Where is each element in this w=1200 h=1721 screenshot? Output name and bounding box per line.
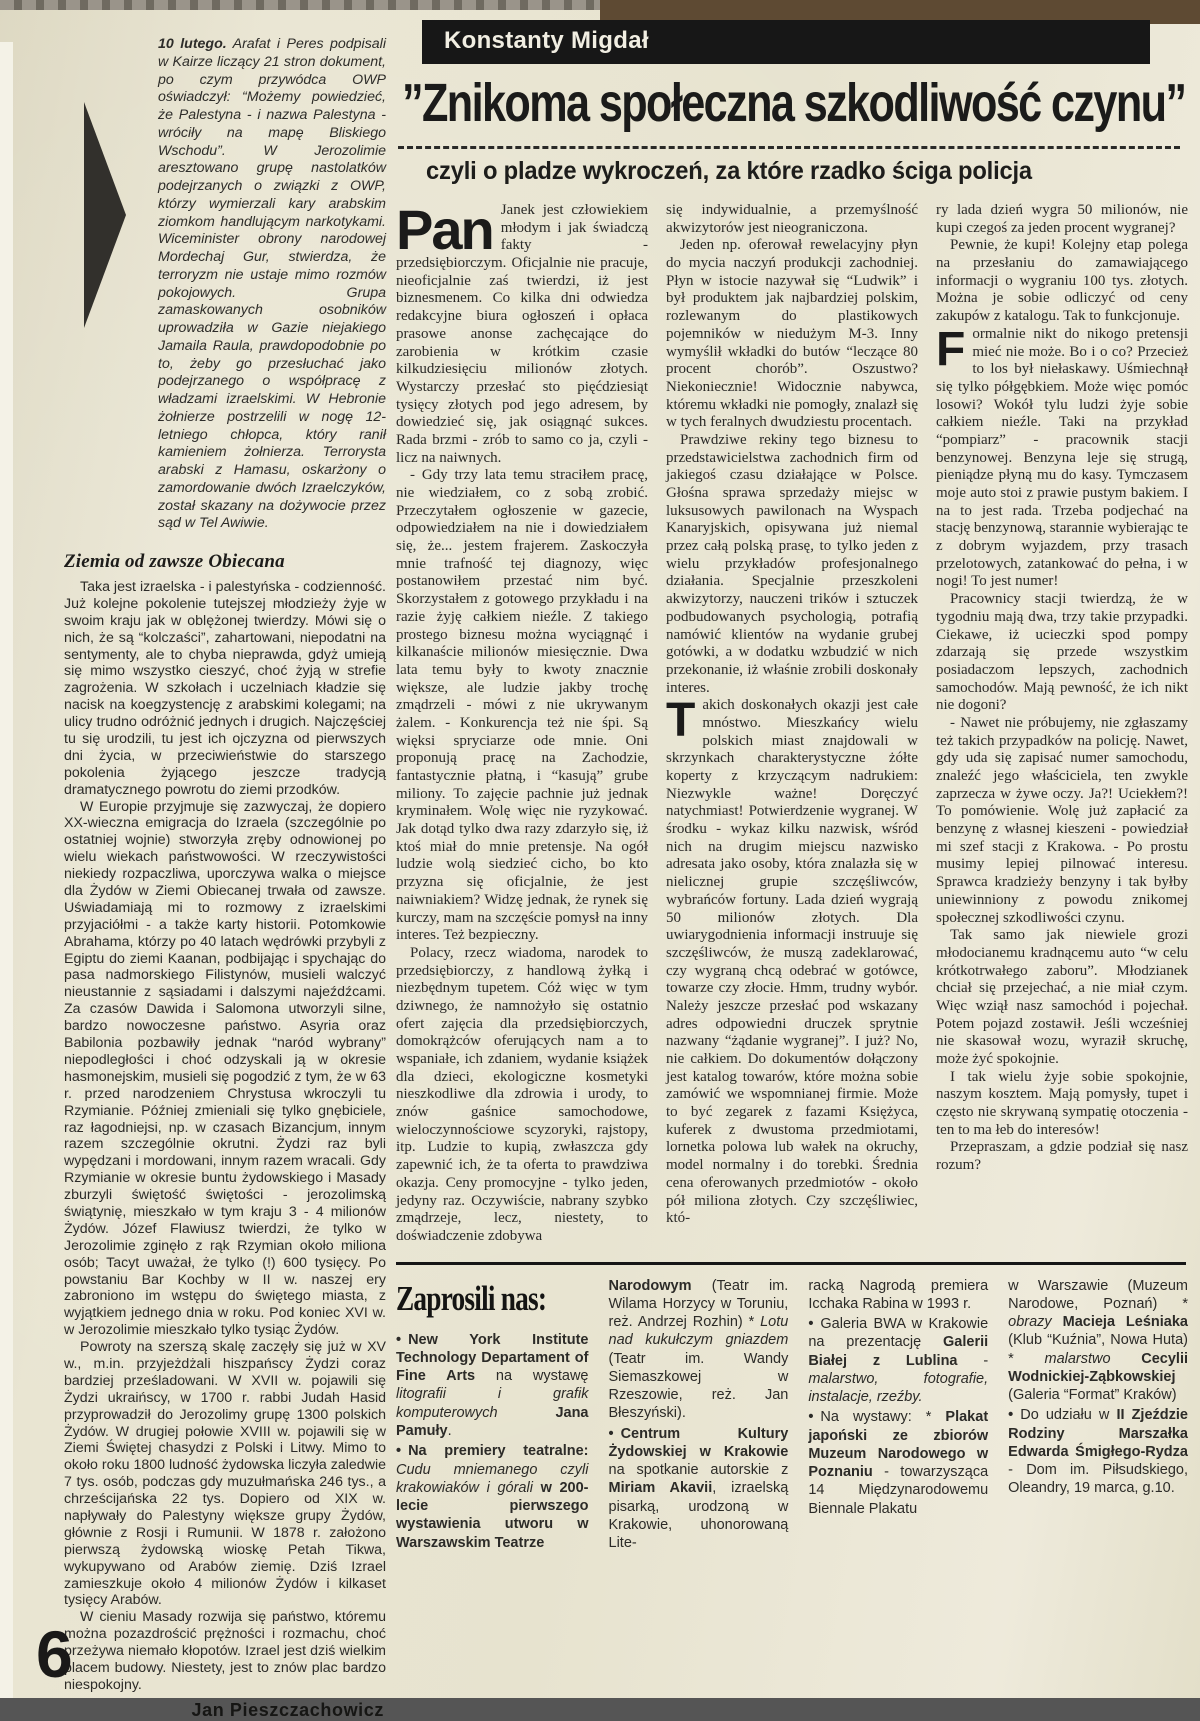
paragraph: W cieniu Masady rozwija się państwo, któremu można pozazdrościć prężności i rozmachu, choć przeżywa niemało kłopotów. Izrael jest dziś wielkim placem budowy. Niestety, jest to znów plac bardzo niespokojny. bbox=[64, 1609, 386, 1693]
headline: ”Znikoma społeczna szkodliwość czynu” bbox=[402, 73, 1186, 133]
text-segment bbox=[1052, 1314, 1063, 1330]
list-item bbox=[808, 1277, 988, 1314]
text-segment: malarstwo, fotografie, instalacje, rzeźby. bbox=[808, 1370, 989, 1406]
list-item bbox=[609, 1425, 789, 1553]
author-name: Konstanty Migdał bbox=[444, 27, 649, 54]
text-segment: malarstwo bbox=[1044, 1350, 1111, 1367]
invitations-column-3 bbox=[808, 1277, 988, 1555]
main-article-area bbox=[396, 20, 1188, 1555]
text-segment: (Klub “Kuźnia”, Nowa Huta) * bbox=[1008, 1332, 1188, 1367]
text-segment: na wystawę bbox=[475, 1368, 589, 1385]
list-item bbox=[609, 1277, 789, 1423]
paragraph: Pewnie, że kupi! Kolejny etap polega na przesłaniu do zamawiającego informacji o wygraniu 100 tys. złotych. Można je sobie odliczyć od ceny zakupów z katalogu. Tak to funkcjonuje. bbox=[936, 237, 1188, 325]
scan-edge-left bbox=[0, 42, 13, 1698]
news-brief bbox=[158, 36, 386, 533]
text-segment: litografii i grafik komputerowych bbox=[396, 1386, 589, 1421]
text-segment: Na wystawy: * bbox=[820, 1409, 946, 1426]
paragraph: Pan Janek jest człowiekiem młodym i jak świadczą fakty - przedsiębiorczym. Oficjalnie nie pracuje, nieoficjalnie zaś twierdzi, iż jest biznesmenem. Co kilka dni odwiedza redakcyjne biura ogłoszeń i opłaca prasowe anonse zachęcające do zarobienia w krótkim czasie kilkudziesięciu milionów złotych. Wystarczy przesłać sto pięćdziesiąt tysięcy złotych pod jego adresem, by dowiedzieć się, jak osiągnąć sukces. Rada brzmi - zrób to samo co ja, czyli - licz na naiwnych. bbox=[396, 198, 648, 466]
text-segment: , izraelską pisarką, urodzoną w Krakowie, uhonorowaną Lite- bbox=[608, 1480, 789, 1552]
text-segment: Cecylii Wodnickiej-Ząbkowskiej bbox=[1008, 1350, 1188, 1385]
subheadline: czyli o pladze wykroczeń, za które rzadko ściga policja bbox=[426, 157, 1032, 185]
text-segment: Miriam Akavii bbox=[608, 1480, 713, 1497]
paragraph: Pracownicy stacji twierdzą, że w tygodniu mają dwa, trzy takie przypadki. Ciekawe, iż ucieczki spod pompy zdarzają się przede wszystkim posiadaczom lepszych, zachodnich samochodów. Mają pewność, że ich nikt nie dogoni? bbox=[936, 591, 1188, 714]
text-segment: Macieja Leśniaka bbox=[1062, 1314, 1188, 1331]
text-segment: II Zjeździe Rodziny Marszałka Edwarda Śmigłego-Rydza bbox=[1008, 1407, 1188, 1460]
invitations-column-1 bbox=[396, 1277, 589, 1555]
paragraph: Takich doskonałych okazji jest całe mnóstwo. Mieszkańcy wielu polskich miast znajdowali w skrzynkach charakterystyczne żółte koperty z krzyczącym nadrukiem: Niezwykle ważne! Doręczyć natychmiast! Potwierdzenie wygranej. W środku - wykaz kilku nazwisk, wśród nich na drugim miejscu nazwisko adresata jako osoby, która znalazła się w nielicznej grupie szczęśliwców, wybrańców fortuny. Lada dzień wygrają 50 milionów złotych. Dla uwiarygodnienia informacji instruuje się szczęśliwców, że muszą zadeklarować, czy wygraną chcą odebrać w gotówce, towarze czy złocie. Hmm, trudny wybór. Należy jeszcze przesłać pod wskazany adres odpowiedni druczek sprytnie nazwany “żądanie wygranej”. I już? No, nie całkiem. Do dokumentów dołączony jest katalog towarów, które można sobie zamówić we wspomnianej firmie. Może to być zegarek z fazami Księżyca, kuferek z dwustoma przedmiotami, lornetka polowa lub wałek na okruchy, model normalny i do torebki. Średnia cena oferowanych przedmiotów - około pół miliona złotych. Czy szczęśliwiec, któ- bbox=[666, 694, 918, 1227]
text-segment: Na premiery teatralne: bbox=[408, 1443, 589, 1460]
article-columns bbox=[396, 198, 1188, 1246]
invitations-section bbox=[396, 1277, 1188, 1555]
paragraph: ry lada dzień wygra 50 milionów, nie kupi czegoś za jeden procent wygranej? bbox=[936, 202, 1188, 236]
bullet-icon: • bbox=[608, 1425, 614, 1442]
invitations-column-2 bbox=[609, 1277, 789, 1555]
drop-cap: T bbox=[666, 694, 696, 748]
paragraph: się indywidualnie, a przemyślność akwizytorów jest nieograniczona. bbox=[666, 202, 918, 236]
paragraph: - Gdy trzy lata temu straciłem pracę, nie wiedziałem, co z sobą zrobić. Przeczytałem ogłoszenie w gazecie, odpowiedziałem na nie i dowiedziałem się, że... jestem frajerem. Zaskoczyła mnie trafność tej diagnozy, więc postanowiłem przestać nim być. Skorzystałem z gotowego przykładu i na razie żyję całkiem nieźle. Z takiego prostego biznesu można wyciągnąć i kilkanaście milionów miesięcznie. Dwa lata temu były to kwoty znacznie większe, ale ludzie jakby trochę zmądrzeli - mówi z nie ukrywanym żalem. - Konkurencja też nie śpi. Są więksi spryciarze ode mnie. Oni proponują pracę na Zachodzie, fantastycznie płatną, i “kasują” grube miliony. To zajęcie pachnie już jednak kryminałem. Wolę więc nie ryzykować. Jak dotąd tylko dwa razy zdarzyło się, iż ktoś miał do mnie pretensje. Na ogół ludzie wolą siedzieć cicho, bo kto przyzna się oficjalnie, że jest naiwniakiem? Widzę jednak, że rynek się kurczy, mam na szczęście pomysł na inny interes. Też bezpieczny. bbox=[396, 467, 648, 944]
paragraph: Polacy, rzecz wiadoma, narodek to przedsiębiorczy, z handlową żyłką i niezbędnym tupetem. Cóż więc w tym dziwnego, że namnożyło się ostatnio ofert zajęcia dla przedsiębiorczych, domokrążców oferujących nam a to wspaniałe, ich zdaniem, wydanie książek dla dzieci, ekologiczne kosmetyki nieszkodliwe dla zdrowia i urody, to znów gaśnice samochodowe, wieloczynnościowe scyzoryki, rajstopy, itp. Ludzie to kupią, zwłaszcza gdy zapewnić ich, że ta oferta to prawdziwa okazja. Ceny promocyjne - tylko jeden, jedyny raz. Oczywiście, nabrany szybko zmądrzeje, lecz, niestety, to doświadczenie zdobywa bbox=[396, 944, 648, 1244]
text-segment: - towarzysząca 14 Międzynarodowemu Biennale Plakatu bbox=[808, 1464, 989, 1517]
text-segment: Do udziału w bbox=[1020, 1407, 1117, 1424]
bullet-icon: • bbox=[396, 1443, 402, 1460]
paragraph: Prawdziwe rekiny tego biznesu to przedstawicielstwa zachodnich firm od jakiegoś czasu działające w Polsce. Głośna sprawa sprzedaży miejsc w luksusowych pawilonach na Wyspach Kanaryjskich, opisywana już niemal przez całą polską prasę, to tylko jeden z wielu przykładów profesjonalnego działania. Specjalnie przeszkoleni akwizytorzy, nauczeni trików i sztuczek podbudowanych psychologią, potrafią namówić klientów na wydanie grubej gotówki, a w dodatku wzbudzić w nich przekonanie, iż właśnie zrobili doskonały interes. bbox=[666, 431, 918, 696]
text-segment: New York Institute Technology Departament of Fine Arts bbox=[396, 1331, 589, 1385]
byline: Jan Pieszczachowicz bbox=[191, 1699, 384, 1720]
text-segment: w 200-lecie pierwszego wystawienia utworu w Warszawskim Teatrze bbox=[396, 1479, 589, 1551]
list-item bbox=[1008, 1406, 1188, 1497]
text-segment: (Teatr im. Wandy Siemaszkowej w Rzeszowie, reż. Jan Błeszyński). bbox=[608, 1350, 789, 1422]
text-segment: Plakat japoński ze zbiorów Muzeum Narodowego w Poznaniu bbox=[808, 1409, 989, 1481]
paragraph: Powroty na szerszą skalę zaczęły się już w XV w., m.in. przyjeżdżali hiszpańscy Żydzi coraz bardziej prześladowani. W XVII w. pojawili się Żydzi ukraińscy, w 1700 r. rabbi Judah Hasid przyprowadził do Jerozolimy grupę 1300 polskich Żydów. W drugiej połowie XVIII w. pojawili się w Ziemi Świętej chasydzi z Polski i Litwy. Mimo to około roku 1800 ludność żydowska liczyła zaledwie 7 tys. osób, podczas gdy muzułmańska 246 tys., a chrześcijańska 22 tys. Dopiero od XIX w. napływały do Palestyny większe grupy Żydów, głównie z Rosji i Rumunii. W 1878 r. założono pierwszą żydowską wioskę Petah Tikwa, wykupywano od Arabów ziemię. Dziś Izrael zamieszkuje około 4 milionów Żydów i kilkaset tysięcy Arabów. bbox=[64, 1339, 386, 1609]
text-segment: - bbox=[957, 1352, 989, 1369]
brief-date-label: 10 lutego. bbox=[158, 36, 227, 52]
text-segment: (Galeria “Format” Kraków) bbox=[1008, 1387, 1177, 1404]
paragraph: Formalnie nikt do nikogo pretensji mieć nie może. Bo i o co? Przecież to los był niełaskawy. Uśmiechnął się tylko półgębkiem. Może więc pomóc losowi? Wokół tylu ludzi żyje sobie całkiem nieźle. Taki na przykład “pompiarz” - pracownik stacji benzynowej. Benzyna leje się strugą, pieniądze płyną mu do kasy. Tymczasem moje auto stoi z prawie pustym bakiem. I na to jest rada. Trzeba podjechać na stację benzynową, starannie wybierając te z dobrym wyjazdem, przy trasach przelotowych, zatankować do pełna, i w nogi! To jest numer! bbox=[936, 322, 1188, 590]
article-column-2 bbox=[666, 202, 918, 1246]
text-segment: Jana Pamuły bbox=[396, 1404, 589, 1439]
article-column-3 bbox=[936, 202, 1188, 1246]
section-divider-rule bbox=[396, 1262, 1186, 1265]
bullet-icon: • bbox=[808, 1409, 814, 1426]
list-item bbox=[1008, 1277, 1188, 1405]
scan-texture-strip bbox=[0, 0, 630, 10]
brief-text: Arafat i Peres podpisali w Kairze liczący 21 stron dokument, po czym przywódca OWP oświadczył: “Możemy powiedzieć, że Palestyna - i nazwa Palestyna - wróciły na mapę Bliskiego Wschodu”. W Jerozolimie aresztowano grupę nastolatków podejrzanych o związki z OWP, którzy wymierzali kary arabskim ziomkom handlującym narkotykami. Wiceminister obrony narodowej Mordechaj Gur, stwierdza, że terroryzm nie ustaje mimo rozmów pokojowych. Grupa zamaskowanych osobników uprowadziła w Gazie niejakiego Jamaila Raula, prawdopodobnie po to, żeby go przesłuchać jako podejrzanego o współpracę z władzami izraelskimi. W Hebronie żołnierze postrzelili w nogę 12-letniego chłopca, który ranił kamieniem żołnierza. Terrorysta arabski z Hamasu, oskarżony o zamordowanie dwóch Izraelczyków, został skazany na dożywocie przez sąd w Tel Awiwie. bbox=[158, 36, 386, 532]
text-segment: Galerii Białej z Lublina bbox=[808, 1334, 989, 1369]
text-segment: na spotkanie autorskie z bbox=[608, 1462, 789, 1479]
text-segment: (Teatr im. Wilama Horzycy w Toruniu, reż. Andrzej Rozhin) * bbox=[608, 1277, 789, 1331]
bullet-icon: • bbox=[1008, 1407, 1014, 1424]
bullet-icon: • bbox=[808, 1316, 814, 1333]
paragraph: Taka jest izraelska - i palestyńska - codzienność. Już kolejne pokolenie tutejszej młodzieży żyje w swoim kraju jak w oblężonej twierdzy. Mówi się o nich, że są “kolczaści”, zahartowani, niepodatni na sentymenty, ale to chyba nieprawda, gdyż umieją się mimo wszystko cieszyć, choć żyją w strefie zagrożenia. W szkołach i uczelniach kładzie się nacisk na koegzystencję z arabskimi kolegami; na ulicy trudno odróżnić jednych i drugich. Najczęściej tu się urodzili, tu jest ich ojczyzna od pierwszych dni życia, w przeciwieństwie do starszego pokolenia żyjącego jeszcze tradycją dramatycznego powrotu do ziemi przodków. bbox=[64, 579, 386, 798]
text-segment: Narodowym bbox=[608, 1277, 692, 1294]
paragraph: Jeden np. oferował rewelacyjny płyn do mycia naczyń produkcji zachodniej. Płyn w istocie nazywał się “Ludwik” i był produktem jak najbardziej polskim, rozlewanym do plastikowych pojemników w niedużym M-3. Inny wymyślił wkładki do butów “leczące 80 procent chorób”. Oszustwo? Niekoniecznie! Widocznie nabywca, któremu wkładki nie pomogły, znalazł się w tych feralnych dwudziestu procentach. bbox=[666, 237, 918, 431]
text-segment bbox=[498, 1405, 556, 1421]
author-kicker-bar bbox=[422, 20, 1150, 64]
left-article-body bbox=[64, 579, 386, 1694]
dashed-divider bbox=[398, 146, 1180, 149]
text-segment: Cudu mniemanego czyli krakowiaków i górali bbox=[396, 1461, 589, 1496]
paragraph: Przepraszam, a gdzie podział się nasz rozum? bbox=[936, 1139, 1188, 1174]
paragraph: Tak samo jak niewiele grozi młodocianemu kradnącemu auto “w celu krótkotrwałego zaboru”. Młodzianek chciał się przejechać, a nie miał czym. Więc wziął nasz samochód i pojechał. Potem pojazd zostawił. Jeśli wcześniej nie skasował wozu, wyraził skruchę, może żyć spokojnie. bbox=[936, 927, 1188, 1067]
drop-cap: F bbox=[936, 322, 966, 376]
list-item bbox=[396, 1442, 589, 1552]
list-item bbox=[396, 1331, 589, 1441]
text-segment bbox=[1111, 1351, 1142, 1367]
paragraph: - Nawet nie próbujemy, nie zgłaszamy też takich przypadków na policję. Nawet, gdy uda się zapisać numer samochodu, znaleźć jego właściciela, ten zwykle zaprzecza w żywe oczy. Ja?! Uciekłem?! To pomówienie. Wolę już zapłacić za benzynę z własnej kieszeni - powiedział mi szef stacji z Krakowa. - Po prostu musimy lepiej pilnować interesu. Sprawca kradzieży benzyny i tak byłby uniewinniony z powodu znikomej społecznej szkodliwości czynu. bbox=[936, 714, 1188, 926]
paragraph: W Europie przyjmuje się zazwyczaj, że dopiero XX-wieczna emigracja do Izraela (szczególnie po ostatniej wojnie) stworzyła zręby odnowionej po wielu wiekach państwowości. W rzeczywistości niekiedy rozpaczliwa, uporczywa walka o miejsce dla Żydów w Ziemi Obiecanej trwała od zawsze. Uświadamiają mi to rozmowy z izraelskimi przyjaciółmi - a także karty historii. Potomkowie Abrahama, którzy po 40 latach wędrówki przybyli z Egiptu do ziemi Kaanan, podbijając i spychając do pasa nadmorskiego Filistynów, musieli walczyć nieustannie z sąsiadami i dalszymi najeźdźcami. Za czasów Dawida i Salomona utworzyli silne, bardzo nowoczesne państwo. Asyria oraz Babilonia pozbawiły jednak “naród wybrany” niepodległości i choć odzyskali ją w okresie hasmonejskim, musieli się pogodzić z tym, że w 63 r. przed narodzeniem Chrystusa wkroczyli tu Rzymianie. Później zmieniali się tylko gnębiciele, raz łagodniejsi, np. w czasach Bizancjum, innym razem szczególnie okrutni. Żydzi raz byli wypędzani i mordowani, innym razem wracali. Gdy Rzymianie w okresie buntu żydowskiego i Masady zburzyli świętość świętości - jerozolimską świątynię, mieszkało w tym kraju 3 - 4 milionów Żydów. Józef Flawiusz twierdzi, że tylko w Jerozolimie zginęło z rąk Rzymian około miliona osób; Tacyt uważał, że tylko (!) 600 tysięcy. Po powstaniu Bar Kochby w II w. naszej ery zabroniono im wstępu do świętego miasta, z wyjątkiem jednego dnia w roku. Pod koniec XVI w. w Jerozolimie mieszkało tylko tysiąc Żydów. bbox=[64, 798, 386, 1339]
text-segment: Centrum Kultury Żydowskiej w Krakowie bbox=[608, 1425, 789, 1460]
text-segment: racką Nagrodą premiera Icchaka Rabina w 1993 r. bbox=[808, 1277, 989, 1312]
text-segment: obrazy bbox=[1008, 1314, 1052, 1331]
invitations-column-4 bbox=[1008, 1277, 1188, 1555]
bullet-icon: • bbox=[396, 1331, 402, 1348]
drop-word: Pan bbox=[396, 198, 493, 261]
list-item bbox=[808, 1408, 988, 1518]
page-number: 6 bbox=[36, 1617, 73, 1691]
left-column bbox=[64, 30, 386, 1721]
article-column-1 bbox=[396, 198, 648, 1246]
text-segment: Galeria BWA w Krakowie na prezentację bbox=[808, 1316, 989, 1351]
arrow-marker-icon bbox=[84, 102, 126, 328]
text-segment: w Warszawie (Muzeum Narodowe, Poznań) * bbox=[1008, 1277, 1188, 1312]
text-segment: Lotu nad kukułczym gniazdem bbox=[608, 1314, 789, 1349]
list-item bbox=[808, 1315, 988, 1406]
text-segment bbox=[533, 1480, 541, 1496]
invitations-list-1 bbox=[396, 1331, 589, 1552]
paragraph: I tak wielu żyje sobie spokojnie, naszym kosztem. Mają pomysły, tupet i często nie skrywaną sympatię otoczenia - ten to ma łeb do interesów! bbox=[936, 1068, 1188, 1138]
invitations-heading: Zaprosili nas: bbox=[396, 1278, 547, 1318]
left-article-heading: Ziemia od zawsze Obiecana bbox=[64, 551, 285, 572]
text-segment: - Dom im. Piłsudskiego, Oleandry, 19 marca, g.10. bbox=[1008, 1462, 1188, 1497]
text-segment: . bbox=[447, 1422, 452, 1439]
